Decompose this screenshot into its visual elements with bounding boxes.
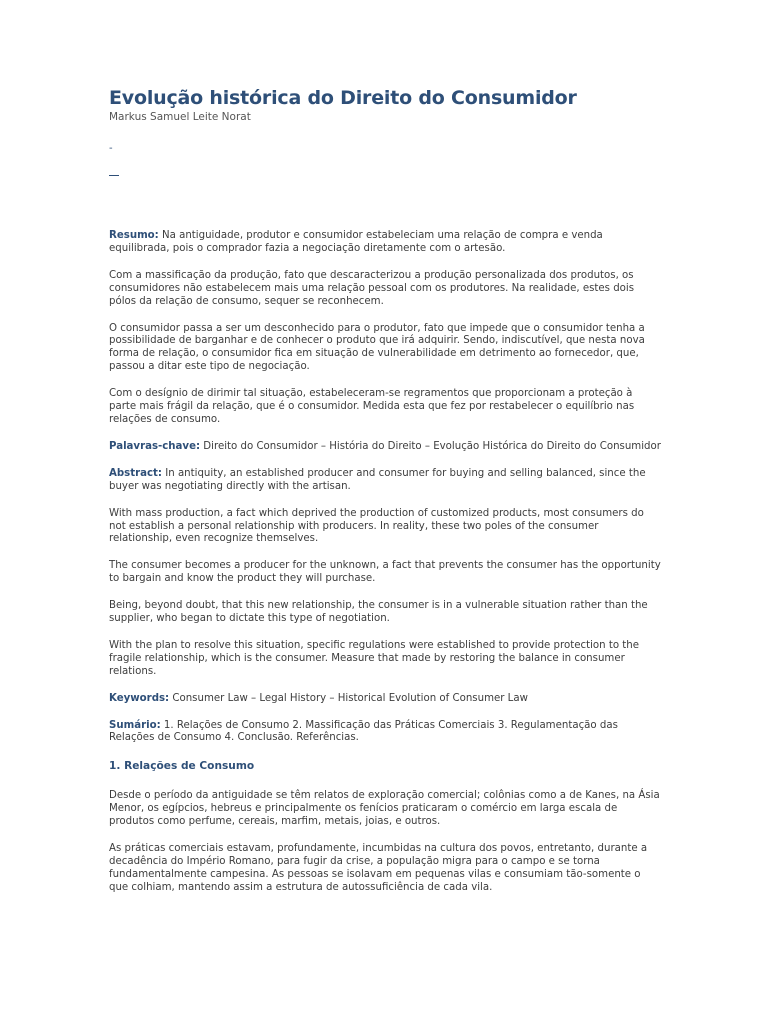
keywords-paragraph [109,693,661,706]
keywords-label: Keywords: [109,692,170,704]
abstract-paragraph [109,468,661,494]
paragraph-pt-3: Com o desígnio de dirimir tal situação, estabeleceram-se regramentos que proporcionam a proteção à parte mais frágil da relação, que é o consumidor. Medida esta que fez por restabelecer o equilíbrio nas relações de consumo. [109,388,635,425]
abstract-text: In antiquity, an established producer and consumer for buying and selling balanced, since the buyer was negotiating directly with the artisan. [109,467,646,492]
paragraph-en-1: With mass production, a fact which deprived the production of customized products, most consumers do not establish a personal relationship with producers. In reality, these two poles of the consumer relationship, even recognize themselves. [109,507,644,545]
section-1-heading: 1. Relações de Consumo [109,760,255,773]
paragraph-pt-1: Com a massificação da produção, fato que descaracterizou a produção personalizada dos produtos, os consumidores não estabelecem mais uma relação pessoal com os produtores. Na realidade, estes dois pólos da relação de consumo, sequer se reconhecem. [109,269,635,307]
anchor-link-1[interactable]: - [109,143,113,154]
palavras-chave-label: Palavras-chave: [109,440,201,452]
resumo-label: Resumo: [109,230,159,241]
paragraph-pt-2: O consumidor passa a ser um desconhecido para o produtor, fato que impede que o consumidor tenha a possibilidade de barganhar e de conhecer o produto que irá adquirir. Sendo, indiscutível, que nesta nova forma de relação, o consumidor fica em situação de vulnerabilidade em detrimento ao fornecedor, que, passou a ditar este tipo de negociação. [109,322,645,373]
palavras-chave-paragraph [109,441,661,454]
document-page [109,86,661,909]
document-author: Markus Samuel Leite Norat [109,111,251,123]
keywords-text: Consumer Law – Legal History – Historical Evolution of Consumer Law [169,692,528,704]
abstract-label: Abstract: [109,467,162,479]
section-1-paragraph-1: Desde o período da antiguidade se têm relatos de exploração comercial; colônias como a de Kanes, na Ásia Menor, os egípcios, hebreus e principalmente os fenícios praticaram o comércio em larga escala de produtos como perfume, cereais, marfim, metais, joias, e outros. [109,790,660,828]
paragraph-en-2: The consumer becomes a producer for the unknown, a fact that prevents the consumer has the opportunity to bargain and know the product they will purchase. [109,560,661,585]
sumario-paragraph [109,720,661,746]
paragraph-en-4: With the plan to resolve this situation, specific regulations were established to provide protection to the fragile relationship, which is the consumer. Measure that made by restoring the balance in consumer relations. [109,639,640,677]
section-1-paragraph-2: As práticas comerciais estavam, profundamente, incumbidas na cultura dos povos, entretanto, durante a decadência do Império Romano, para fugir da crise, a população migra para o campo e se torna fundamentalmente campesina. As pessoas se isolavam em pequenas vilas e consumiam tão-somente o que colhiam, mantendo assim a estrutura de autossuficiência de cada vila. [109,843,648,893]
document-title: Evolução histórica do Direito do Consumidor [109,87,577,109]
resumo-text: Na antiguidade, produtor e consumidor estabeleciam uma relação de compra e venda equilibrada, pois o comprador fazia a negociação diretamente com o artesão. [109,230,603,254]
resumo-paragraph [109,230,661,256]
paragraph-en-3: Being, beyond doubt, that this new relationship, the consumer is in a vulnerable situation rather than the supplier, who began to dictate this type of negotiation. [109,600,648,625]
sumario-label: Sumário: [109,719,161,731]
palavras-chave-text: Direito do Consumidor – História do Direito – Evolução Histórica do Direito do Consumidor [200,440,661,452]
sumario-text: 1. Relações de Consumo 2. Massificação das Práticas Comerciais 3. Regulamentação das Relações de Consumo 4. Conclusão. Referências. [109,719,618,744]
anchor-link-2[interactable] [109,166,119,176]
